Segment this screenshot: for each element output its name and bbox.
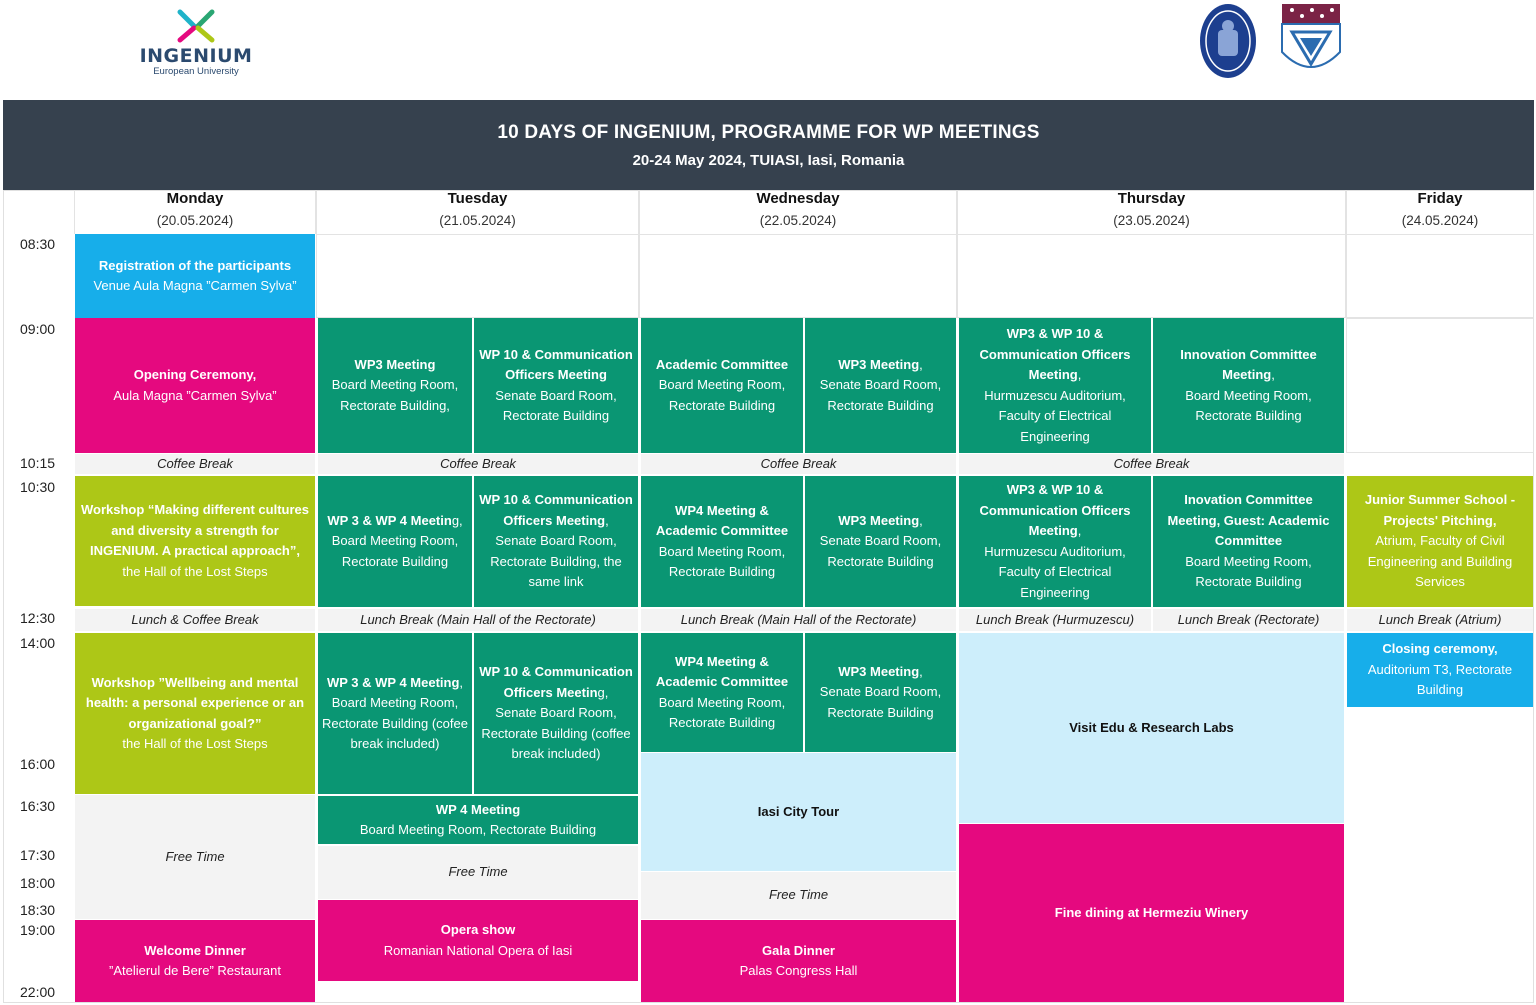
day-header-tuesday <box>316 190 639 234</box>
time-label: 17:30 <box>20 847 56 863</box>
lunch-break: Lunch Break (Hurmuzescu) <box>959 609 1151 631</box>
empty-slot <box>957 234 1346 318</box>
day-name: Wednesday <box>756 190 840 207</box>
programme-title: 10 DAYS OF INGENIUM, PROGRAMME FOR WP MEETINGS <box>497 122 1040 143</box>
coffee-break: Coffee Break <box>641 454 956 474</box>
time-label: 18:30 <box>20 902 56 918</box>
event-title: Workshop “Making different cultures and diversity a strength for INGENIUM. A practical approach”, <box>80 502 309 558</box>
time-label: 18:00 <box>20 875 56 891</box>
event-wp3-meeting <box>318 318 472 453</box>
lunch-break: Lunch Break (Main Hall of the Rectorate) <box>318 609 638 631</box>
event-venue: Board Meeting Room, Rectorate Building, <box>331 377 459 413</box>
event-venue: Senate Board Room, Rectorate Building, the same link <box>490 533 622 590</box>
event-title: WP3 & WP 10 & Communication Officers Meeting <box>979 326 1131 382</box>
event-venue: Board Meeting Room, Rectorate Building <box>331 533 459 569</box>
event-venue: Venue Aula Magna ”Carmen Sylva” <box>93 278 297 293</box>
event-title-suffix: , <box>1271 367 1275 382</box>
event-venue: Senate Board Room, Rectorate Building <box>819 684 942 720</box>
event-wp3-wp4-meeting <box>318 476 472 607</box>
time-label: 19:00 <box>20 922 56 938</box>
event-wp3-wp4-meeting <box>318 633 472 794</box>
event-welcome-dinner <box>75 920 315 1002</box>
event-title: Opera show <box>440 922 516 937</box>
event-opera-show <box>318 900 638 981</box>
event-venue: ”Atelierul de Bere” Restaurant <box>109 963 281 978</box>
event-title: WP 3 & WP 4 Meetin <box>327 512 452 528</box>
event-title: Closing ceremony, <box>1382 641 1498 657</box>
event-venue: Hurmuzescu Auditorium, Faculty of Electrical Engineering <box>984 543 1126 600</box>
empty-slot <box>639 234 957 318</box>
event-venue: Board Meeting Room, Rectorate Building <box>658 543 786 579</box>
event-fine-dining <box>959 824 1344 1002</box>
event-registration <box>75 234 315 318</box>
programme-banner <box>3 100 1534 190</box>
day-header-friday <box>1346 190 1534 234</box>
event-wp3-meeting <box>805 633 956 752</box>
day-name: Tuesday <box>447 190 508 207</box>
event-venue: Senate Board Room, Rectorate Building (coffee break included) <box>481 705 631 762</box>
event-wp4-academic-committee <box>641 633 803 752</box>
day-name: Thursday <box>1117 190 1186 207</box>
event-title: WP 10 & Communication Officers Meeting <box>479 492 633 528</box>
event-title: Workshop ”Wellbeing and mental health: a personal experience or an organizational goal?” <box>85 674 305 731</box>
event-title-suffix: , <box>459 674 464 690</box>
empty-slot <box>1346 318 1534 453</box>
day-date: (20.05.2024) <box>156 213 234 228</box>
coffee-break: Coffee Break <box>75 454 315 474</box>
university-seal-icon <box>1198 2 1258 80</box>
event-venue: Board Meeting Room, Rectorate Building <box>359 822 597 837</box>
event-gala-dinner <box>641 920 956 1002</box>
lunch-break: Lunch & Coffee Break <box>75 609 315 631</box>
logo-name: INGENIUM <box>139 45 253 67</box>
faculty-crest-icon <box>1278 2 1344 82</box>
event-venue: Aula Magna ”Carmen Sylva” <box>113 387 277 403</box>
event-title: WP3 Meeting <box>838 356 920 372</box>
day-date: (22.05.2024) <box>759 213 837 228</box>
page-header <box>0 0 1536 100</box>
day-header-thursday <box>957 190 1346 234</box>
event-wp3-meeting <box>805 318 956 453</box>
day-date: (24.05.2024) <box>1401 213 1479 228</box>
time-label: 09:00 <box>20 321 56 337</box>
event-venue: Senate Board Room, Rectorate Building <box>819 377 942 413</box>
event-venue: Palas Congress Hall <box>739 963 858 978</box>
event-closing-ceremony <box>1347 633 1533 707</box>
event-title: Academic Committee <box>655 356 789 372</box>
event-workshop-wellbeing <box>75 633 315 794</box>
event-venue: Senate Board Room, Rectorate Building <box>495 387 617 423</box>
time-label: 08:30 <box>20 236 56 252</box>
event-innovation-committee <box>1153 318 1344 453</box>
day-name: Monday <box>166 190 224 207</box>
event-title-suffix: , <box>1077 367 1082 382</box>
event-title: Inovation Committee Meeting, Guest: Academic Committee <box>1167 492 1330 549</box>
event-opening-ceremony <box>75 318 315 453</box>
ingenium-logo-icon <box>174 6 218 46</box>
event-wp10-communication <box>474 318 638 453</box>
event-venue: Hurmuzescu Auditorium, Faculty of Electrical Engineering <box>984 387 1126 444</box>
coffee-break: Coffee Break <box>318 454 638 474</box>
event-inovation-committee-guest <box>1153 476 1344 607</box>
time-label: 10:30 <box>20 479 56 495</box>
event-iasi-city-tour <box>641 753 956 871</box>
event-venue: Board Meeting Room, Rectorate Building <box>1185 387 1312 423</box>
empty-slot <box>1346 234 1534 318</box>
empty-slot <box>316 234 639 318</box>
event-academic-committee <box>641 318 803 453</box>
event-venue: Board Meeting Room, Rectorate Building <box>658 377 786 413</box>
event-venue: Board Meeting Room, Rectorate Building (cofee break included) <box>322 695 468 751</box>
event-venue: the Hall of the Lost Steps <box>122 563 268 579</box>
free-time: Free Time <box>641 872 956 919</box>
time-label: 16:00 <box>20 756 56 772</box>
event-title: Visit Edu & Research Labs <box>1069 719 1234 735</box>
event-title-suffix: g, <box>597 684 609 700</box>
event-wp3-meeting <box>805 476 956 607</box>
event-title-suffix: , <box>605 512 609 528</box>
day-date: (21.05.2024) <box>439 213 516 228</box>
event-title: Gala Dinner <box>762 942 835 958</box>
event-title: Fine dining at Hermeziu Winery <box>1054 904 1249 920</box>
event-title-suffix: , <box>1077 523 1082 538</box>
event-venue: Board Meeting Room, Rectorate Building <box>1185 553 1312 590</box>
coffee-break: Coffee Break <box>959 454 1344 474</box>
event-title: WP4 Meeting & Academic Committee <box>655 502 789 538</box>
event-title-suffix: , <box>919 356 923 372</box>
event-title: Junior Summer School - Projects' Pitching, <box>1364 492 1516 528</box>
event-venue: Senate Board Room, Rectorate Building <box>819 533 942 569</box>
lunch-break: Lunch Break (Rectorate) <box>1153 609 1344 631</box>
event-venue: Auditorium T3, Rectorate Building <box>1367 661 1513 698</box>
event-wp4-meeting <box>318 796 638 844</box>
free-time: Free Time <box>318 846 638 899</box>
event-title: Registration of the participants <box>98 257 292 273</box>
event-venue: Atrium, Faculty of Civil Engineering and Building Services <box>1367 533 1513 590</box>
day-name: Friday <box>1417 190 1463 207</box>
event-title: WP3 Meeting <box>838 663 920 679</box>
event-wp3-wp10-communication <box>959 318 1151 453</box>
event-venue: Board Meeting Room, Rectorate Building <box>658 694 786 730</box>
day-header-wednesday <box>639 190 957 234</box>
event-venue: Romanian National Opera of Iasi <box>383 942 573 958</box>
event-visit-labs <box>959 633 1344 823</box>
event-wp10-communication <box>474 476 638 607</box>
free-time: Free Time <box>75 795 315 919</box>
event-title: WP4 Meeting & Academic Committee <box>655 653 789 689</box>
time-label: 14:00 <box>20 635 56 651</box>
time-label: 12:30 <box>20 610 56 626</box>
event-wp3-wp10-communication <box>959 476 1151 607</box>
lunch-break: Lunch Break (Atrium) <box>1347 609 1533 631</box>
event-title: WP 10 & Communication Officers Meeting <box>479 346 633 382</box>
day-header-monday <box>74 190 316 234</box>
event-title-suffix: , <box>919 512 923 528</box>
event-title: WP3 Meeting <box>838 512 920 528</box>
event-title: WP3 Meeting <box>354 356 436 372</box>
event-title-suffix: , <box>919 663 923 679</box>
lunch-break: Lunch Break (Main Hall of the Rectorate) <box>641 609 956 631</box>
event-title: WP 10 & Communication Officers Meetin <box>479 664 633 700</box>
event-wp4-academic-committee <box>641 476 803 607</box>
time-label: 16:30 <box>20 798 56 814</box>
event-title: Iasi City Tour <box>757 803 840 819</box>
event-title-suffix: g, <box>451 512 463 528</box>
event-title: WP 3 & WP 4 Meeting <box>326 674 460 690</box>
event-title: WP 4 Meeting <box>435 801 521 817</box>
day-date: (23.05.2024) <box>1113 213 1190 228</box>
event-title: WP3 & WP 10 & Communication Officers Meeting <box>979 482 1131 538</box>
time-label: 10:15 <box>20 455 56 471</box>
programme-subtitle: 20-24 May 2024, TUIASI, Iasi, Romania <box>632 152 905 169</box>
event-title: Innovation Committee Meeting <box>1180 346 1317 382</box>
logo-subtitle: European University <box>153 66 239 77</box>
event-workshop-cultures <box>75 476 315 606</box>
event-title: Welcome Dinner <box>144 942 246 958</box>
event-junior-summer-school <box>1347 476 1533 607</box>
event-wp10-communication <box>474 633 638 794</box>
event-venue: the Hall of the Lost Steps <box>122 736 268 751</box>
ingenium-logo <box>136 6 256 78</box>
event-title: Opening Ceremony, <box>133 367 257 382</box>
time-label: 22:00 <box>20 984 56 1000</box>
